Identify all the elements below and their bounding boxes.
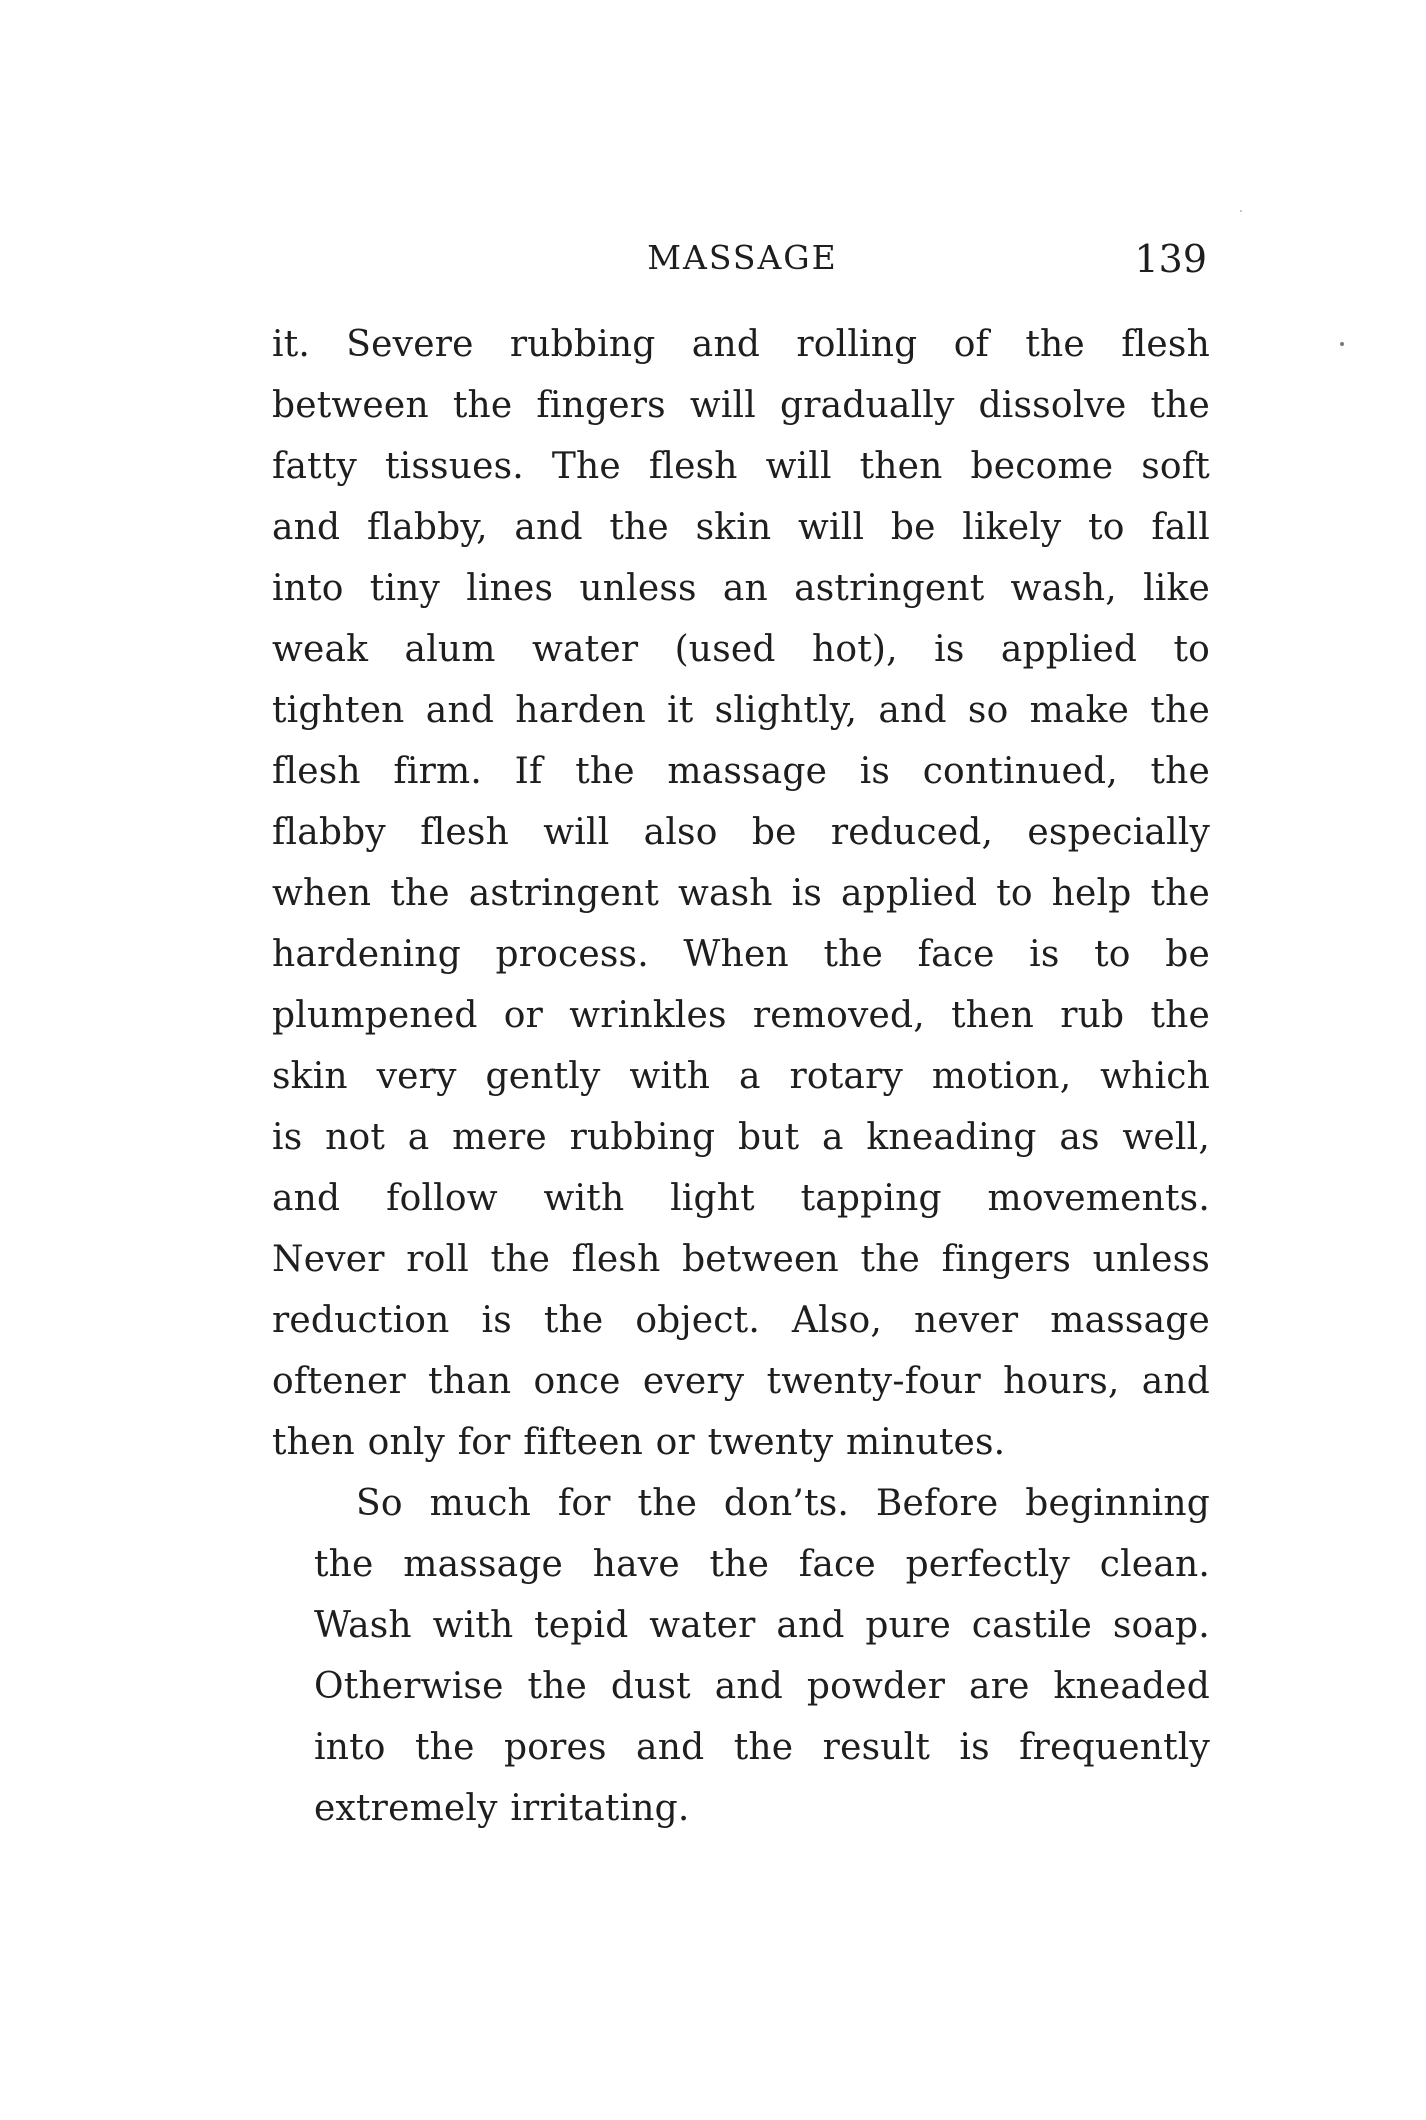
text-line: So much for the don’ts. Before beginning: [356, 1483, 1211, 1524]
text-line: reduction is the object. Also, never massage: [272, 1300, 1211, 1341]
text-line: tighten and harden it slightly, and so make the: [272, 690, 1210, 731]
page-number: 139: [1134, 237, 1207, 281]
text-line: plumpened or wrinkles removed, then rub the: [272, 995, 1211, 1036]
running-head: MASSAGE: [647, 238, 838, 277]
text-line: extremely irritating.: [314, 1788, 690, 1829]
paragraph-1: [272, 314, 1210, 1473]
text-line: oftener than once every twenty-four hours, and: [272, 1361, 1211, 1402]
paper-speck: [1340, 342, 1344, 346]
text-line: the massage have the face perfectly clean.: [314, 1544, 1211, 1585]
text-line: it. Severe rubbing and rolling of the flesh: [272, 324, 1210, 365]
paragraph-2: [272, 1473, 1210, 1839]
text-line: skin very gently with a rotary motion, which: [272, 1056, 1211, 1097]
paper-speck: [1240, 210, 1242, 212]
text-line: Wash with tepid water and pure castile soap.: [314, 1605, 1210, 1646]
text-line: and follow with light tapping movements.: [272, 1178, 1210, 1219]
text-line: into the pores and the result is frequently: [314, 1727, 1211, 1768]
text-line: between the fingers will gradually dissolve the: [272, 385, 1211, 426]
text-line: flesh firm. If the massage is continued, the: [272, 751, 1211, 792]
text-line: then only for fifteen or twenty minutes.: [272, 1422, 1006, 1463]
text-line: into tiny lines unless an astringent wash, like: [272, 568, 1211, 609]
text-line: is not a mere rubbing but a kneading as well,: [272, 1117, 1210, 1158]
text-line: and flabby, and the skin will be likely to fall: [272, 507, 1210, 548]
text-line: weak alum water (used hot), is applied to: [272, 629, 1211, 670]
text-line: Otherwise the dust and powder are kneaded: [314, 1666, 1211, 1707]
text-line: Never roll the flesh between the fingers unless: [272, 1239, 1210, 1280]
body-text: [272, 314, 1210, 1839]
text-line: flabby flesh will also be reduced, especially: [272, 812, 1211, 853]
page-header: [270, 228, 1215, 288]
text-line: hardening process. When the face is to be: [272, 934, 1210, 975]
text-line: fatty tissues. The flesh will then become soft: [272, 446, 1210, 487]
text-line: when the astringent wash is applied to help the: [272, 873, 1211, 914]
